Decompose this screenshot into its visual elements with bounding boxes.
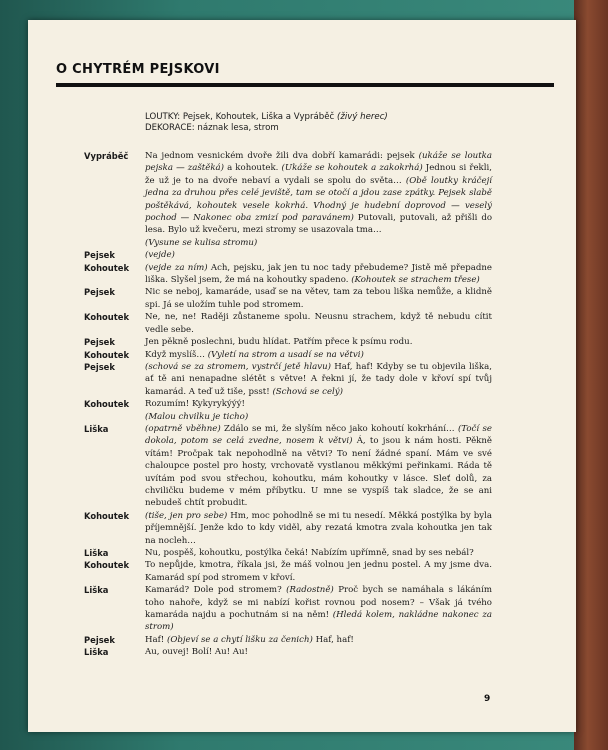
dialogue-row xyxy=(84,150,492,237)
stage-direction: (Točí se dokola, potom se celá zvedne, nosem k větvi) xyxy=(145,423,492,447)
dialogue-row xyxy=(84,510,492,547)
speaker-name: Liška xyxy=(84,585,109,596)
stage-direction: (Kohoutek se strachem třese) xyxy=(351,275,480,286)
spoken-text: Hm, moc pohodlně se mi tu nesedí. Měkká postýlka by byla příjemnější. Jenže kdo to kdy viděl, aby rezatá kmotra zvala kohoutka jen tak na nocleh… xyxy=(145,510,493,546)
dialogue-text xyxy=(145,349,492,361)
dialogue-row xyxy=(84,584,492,634)
dialogue-row xyxy=(84,559,492,584)
decoration-label: DEKORACE: xyxy=(145,123,195,133)
puppets-note: (živý herec) xyxy=(337,112,388,122)
stage-direction: (Obě loutky kráčejí jedna za druhou přes celé jeviště, tam se otočí a jdou zase zpátky. Pejsek slabě poštěkává, kohoutek vesele kokrhá. Vhodný je hudební doprovod — veselý pochod — Nakonec oba zmizí pod paravánem) xyxy=(145,175,492,224)
dialogue-row xyxy=(84,249,492,261)
dialogue-text xyxy=(145,361,492,398)
speaker-name: Kohoutek xyxy=(84,349,130,360)
dialogue-text xyxy=(145,286,492,311)
speaker-name: Kohoutek xyxy=(84,262,130,273)
puppets-line xyxy=(145,112,388,123)
spoken-text: Když myslíš… xyxy=(145,349,208,360)
spoken-text: Ach, pejsku, jak jen tu noc tady přebudeme? Jistě mě přepadne liška. Slyšel jsem, že má na kohoutky spadeno. xyxy=(145,262,492,286)
speaker-name: Pejsek xyxy=(84,287,115,298)
dialogue-row xyxy=(84,646,492,658)
puppets-value: Pejsek, Kohoutek, Liška a Vypráběč xyxy=(182,112,335,122)
spoken-text: Kamarád? Dole pod stromem? xyxy=(145,585,287,596)
stage-direction: (vejde za ním) xyxy=(145,262,208,273)
spoken-text: Jednou si řekli, že už je to na dvoře nebaví a vydali se spolu do světa… xyxy=(145,163,492,186)
dialogue-text xyxy=(145,411,492,423)
dialogue-row xyxy=(84,262,492,287)
spoken-text: Ne, ne, ne! Raději zůstaneme spolu. Neusnu strachem, když tě nebudu cítit vedle sebe. xyxy=(145,312,492,335)
dialogue-row xyxy=(84,361,492,398)
dialogue-text xyxy=(145,584,492,634)
spoken-text: To nepůjde, kmotra, říkala jsi, že máš volnou jen jednu postel. A my jsme dva. Kamarád spí pod stromem v křoví. xyxy=(145,560,492,583)
speaker-name: Pejsek xyxy=(84,361,115,372)
dialogue-row xyxy=(84,237,492,249)
dialogue-text xyxy=(145,646,492,658)
script-body xyxy=(84,150,492,659)
spoken-text: Á, to jsou k nám hosti. Pěkně vítám! Pročpak tak nepohodlně na větvi? To není žádné spaní. Mám ve své chaloupce postel pro hosty, vrchovatě vystlanou měkkými peřinkami. Ráda tě uvítám pod svou střechou, kohoutku, mám kohoutky v lásce. Sleť dolů, za chviličku budeme v mém příbytku. U mne se vyspíš tak sladce, že se ani nebudeš chtít probudit. xyxy=(145,436,492,509)
dialogue-text xyxy=(145,559,492,584)
dialogue-row xyxy=(84,634,492,646)
dialogue-row xyxy=(84,411,492,423)
spoken-text: Au, ouvej! Bolí! Au! Au! xyxy=(145,647,248,658)
dialogue-row xyxy=(84,311,492,336)
spoken-text: Haf, haf! Kdyby se tu objevila liška, ať tě ani nenapadne slétět s větve! A řekni jí, že tady dole v křoví spí tvůj kamarád. A teď už tiše, psst! xyxy=(145,361,492,397)
dialogue-text xyxy=(145,237,492,249)
spoken-text: Nic se neboj, kamaráde, usaď se na větev, tam za tebou liška nemůže, a klidně spi. Já se uložím tuhle pod stromem. xyxy=(145,287,492,310)
speaker-name: Kohoutek xyxy=(84,312,130,323)
spoken-text: a kohoutek. xyxy=(224,163,282,174)
stage-direction: (vejde) xyxy=(145,250,175,261)
dialogue-text xyxy=(145,398,492,410)
speaker-name: Kohoutek xyxy=(84,510,130,521)
speaker-name: Pejsek xyxy=(84,337,115,348)
title-rule xyxy=(56,83,554,87)
dialogue-text xyxy=(145,262,492,287)
speaker-name: Pejsek xyxy=(84,250,115,261)
speaker-name xyxy=(84,411,145,423)
speaker-name: Liška xyxy=(84,548,109,558)
dialogue-text xyxy=(145,547,492,559)
stage-direction: (opatrně vběhne) xyxy=(145,423,221,434)
spoken-text: Rozumím! Kykyrykýýý! xyxy=(145,399,245,410)
stage-direction: (Radostně) xyxy=(286,585,334,596)
stage-direction: (Vyletí na strom a usadí se na větvi) xyxy=(207,349,364,360)
dialogue-text xyxy=(145,510,492,547)
speaker-name: Pejsek xyxy=(84,634,115,645)
dialogue-text xyxy=(145,311,492,336)
spoken-text: Haf, haf! xyxy=(312,634,354,645)
speaker-name xyxy=(84,237,145,249)
dialogue-row xyxy=(84,398,492,410)
cast-info xyxy=(145,112,388,134)
dialogue-text xyxy=(145,336,492,348)
puppets-label: LOUTKY: xyxy=(145,112,181,122)
page-number: 9 xyxy=(484,694,491,704)
dialogue-row xyxy=(84,349,492,361)
dialogue-text xyxy=(145,150,492,237)
spoken-text: Zdálo se mi, že slyším něco jako kohoutí kokrhání… xyxy=(220,423,458,434)
stage-direction: (ukáže se loutka pejska — zaštěká) xyxy=(145,151,492,174)
spoken-text: Nu, pospěš, kohoutku, postýlka čeká! Nabízím upřímně, snad by ses nebál? xyxy=(145,548,474,558)
page-header xyxy=(56,62,556,87)
stage-direction: (Ukáže se kohoutek a zakokrhá) xyxy=(281,163,423,174)
dialogue-row xyxy=(84,336,492,348)
stage-direction: (Objeví se a chytí lišku za čenich) xyxy=(166,634,313,645)
dialogue-text xyxy=(145,249,492,261)
stage-direction: (tiše, jen pro sebe) xyxy=(145,510,228,521)
spoken-text: Jen pěkně poslechni, budu hlídat. Patřím přece k psímu rodu. xyxy=(145,337,413,348)
spoken-text: Na jednom vesnickém dvoře žili dva dobří kamarádi: pejsek xyxy=(145,151,419,161)
spoken-text: Haf! xyxy=(145,634,167,645)
stage-direction: (Schová se celý) xyxy=(272,386,343,397)
dialogue-text xyxy=(145,423,492,510)
page-title: O CHYTRÉM PEJSKOVI xyxy=(56,62,220,77)
decoration-value: náznak lesa, strom xyxy=(197,123,279,133)
speaker-name: Liška xyxy=(84,647,109,658)
dialogue-row xyxy=(84,423,492,510)
dialogue-row xyxy=(84,286,492,311)
stage-direction: (schová se za stromem, vystrčí jetě hlavu) xyxy=(145,361,332,372)
dialogue-text xyxy=(145,634,492,646)
dialogue-row xyxy=(84,547,492,559)
book-spine xyxy=(574,0,608,750)
stage-direction: (Hledá kolem, nakládne nakonec za strom) xyxy=(145,610,492,633)
speaker-name: Liška xyxy=(84,423,109,434)
spoken-text: Proč bych se namáhala s lákáním toho nahoře, když se mi nabízí kořist rovnou pod nosem? – Však já tvého kamaráda najdu a pochutnám si na něm! xyxy=(145,585,492,621)
speaker-name: Kohoutek xyxy=(84,399,130,410)
speaker-name: Vypráběč xyxy=(84,151,129,161)
decoration-line xyxy=(145,123,388,134)
spoken-text: Putovali, putovali, až přišli do lesa. Bylo už kvečeru, mezi stromy se usazovala tma… xyxy=(145,213,492,236)
stage-direction: (Vysune se kulisa stromu) xyxy=(145,237,258,248)
speaker-name: Kohoutek xyxy=(84,560,130,571)
stage-direction: (Malou chvilku je ticho) xyxy=(145,411,249,422)
